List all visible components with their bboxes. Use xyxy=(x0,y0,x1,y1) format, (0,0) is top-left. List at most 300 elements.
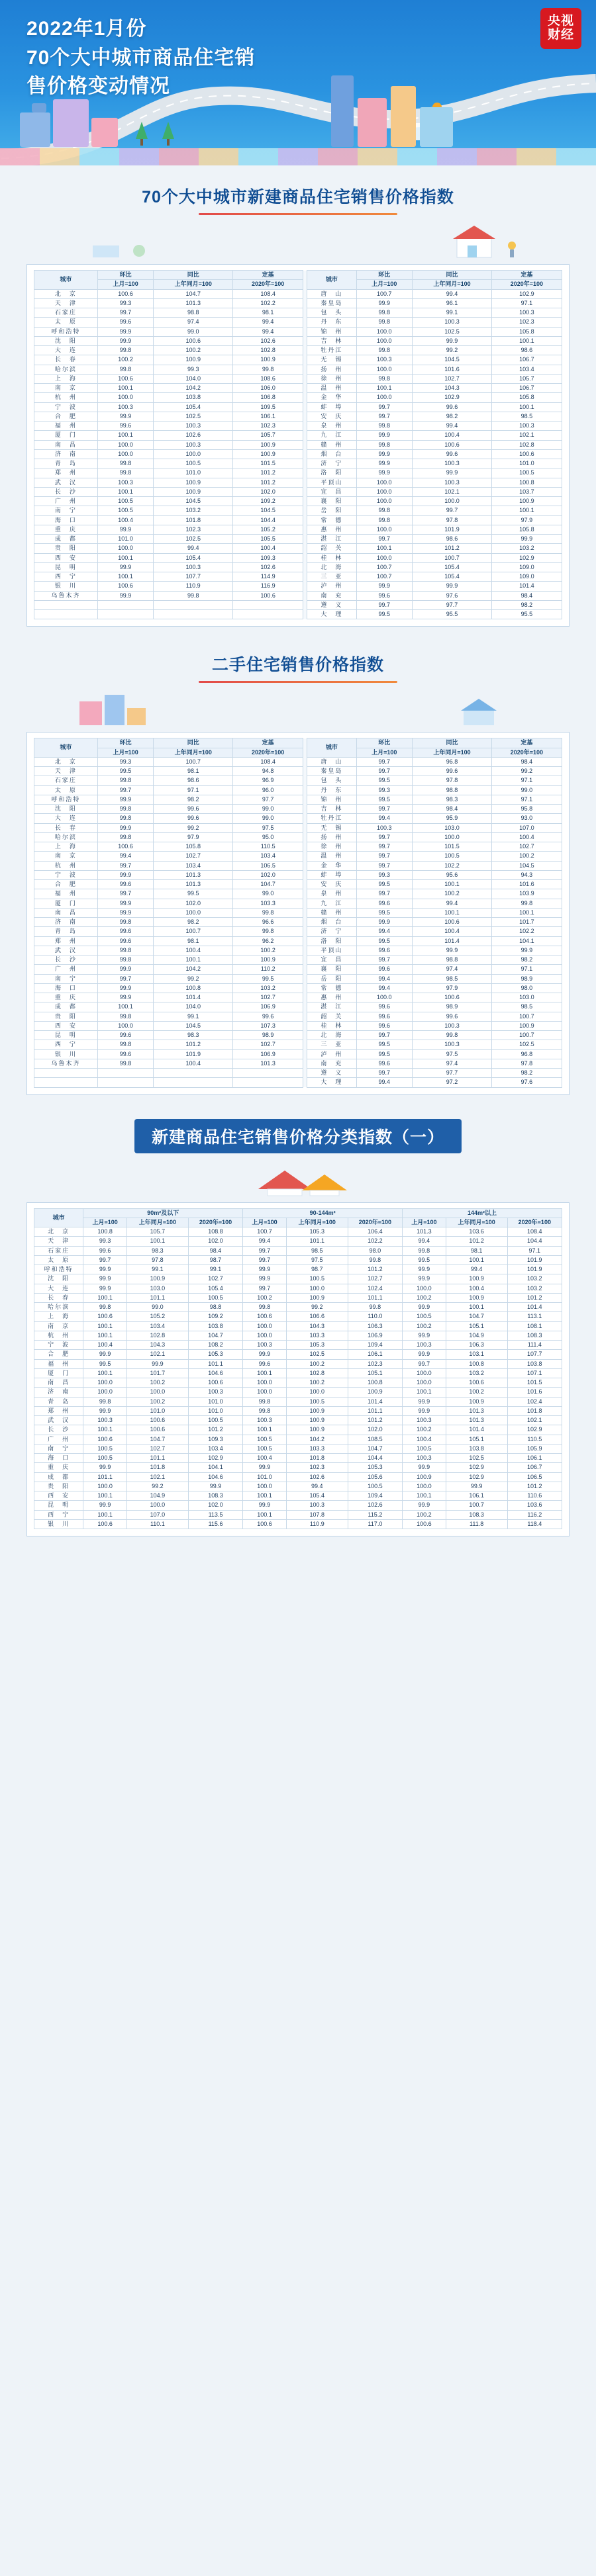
th-yoy-right: 同比 xyxy=(413,271,492,280)
cell-value: 100.9 xyxy=(126,1274,188,1284)
cell-city: 金 华 xyxy=(307,393,356,402)
cell-value: 100.5 xyxy=(97,506,154,515)
th-g1-fixed: 2020年=100 xyxy=(188,1218,242,1227)
table-row xyxy=(34,1031,562,1040)
cell-value: 96.8 xyxy=(491,1049,562,1059)
cell-value: 104.1 xyxy=(188,1463,242,1472)
th-g2-fixed: 2020年=100 xyxy=(348,1218,402,1227)
cell-value: 109.3 xyxy=(233,553,303,562)
cell-value: 101.4 xyxy=(491,582,562,591)
cell-value: 99.9 xyxy=(446,1482,507,1491)
table-new-housing xyxy=(34,270,562,619)
table-row xyxy=(34,785,562,795)
th-yoy-right: 同比 xyxy=(413,738,492,748)
cell-value: 99.3 xyxy=(154,365,233,374)
cell-value: 99.9 xyxy=(403,1397,446,1406)
cell-value: 104.4 xyxy=(233,515,303,525)
cell-city: 宜 昌 xyxy=(307,955,356,965)
cell-value: 100.0 xyxy=(356,497,413,506)
cell-city: 西 安 xyxy=(34,1491,83,1501)
cell-value: 104.7 xyxy=(446,1312,507,1321)
cell-value: 104.1 xyxy=(491,936,562,946)
cell-value: 116.2 xyxy=(507,1510,562,1519)
cell-value: 100.0 xyxy=(243,1331,287,1340)
cell-value: 98.4 xyxy=(491,591,562,600)
cell-city: 南 昌 xyxy=(34,1378,83,1388)
cell-city: 太 原 xyxy=(34,785,98,795)
cell-city: 遵 义 xyxy=(307,1069,356,1078)
title-underline xyxy=(199,213,397,215)
cell-value: 99.9 xyxy=(403,1331,446,1340)
table-row xyxy=(34,842,562,852)
table-used-housing-wrapper xyxy=(26,732,570,1094)
cell-value: 101.2 xyxy=(507,1293,562,1302)
cell-city: 九 江 xyxy=(307,431,356,440)
cell-value: 101.3 xyxy=(446,1406,507,1415)
cell-value: 101.9 xyxy=(413,525,492,534)
cell-value: 102.3 xyxy=(491,318,562,327)
cell-value: 99.6 xyxy=(356,1002,413,1012)
cell-value: 115.6 xyxy=(188,1519,242,1529)
cell-value: 100.7 xyxy=(491,1012,562,1021)
cell-value: 97.4 xyxy=(154,318,233,327)
cell-city: 海 口 xyxy=(34,983,98,993)
table-row xyxy=(34,1078,562,1087)
cell-value: 104.2 xyxy=(154,965,233,974)
cell-value: 99.6 xyxy=(97,1049,154,1059)
cell-value: 99.6 xyxy=(413,767,492,776)
cell-value: 98.8 xyxy=(154,308,233,318)
cell-value: 98.2 xyxy=(491,1069,562,1078)
th-g1-mom: 上月=100 xyxy=(83,1218,127,1227)
table-row xyxy=(34,535,562,544)
cell-value: 102.1 xyxy=(126,1350,188,1359)
cell-city: 天 津 xyxy=(34,298,98,308)
cell-value: 99.7 xyxy=(356,757,413,766)
cell-city: 上 海 xyxy=(34,1312,83,1321)
cell-city: 大 连 xyxy=(34,814,98,823)
cell-value: 102.9 xyxy=(491,553,562,562)
table-row xyxy=(34,327,562,336)
cell-value: 98.9 xyxy=(233,1031,303,1040)
cell-value: 97.1 xyxy=(491,795,562,804)
cell-value: 101.1 xyxy=(188,1359,242,1368)
cell-value: 98.2 xyxy=(154,918,233,927)
cell-value: 101.8 xyxy=(286,1454,348,1463)
cell-value: 111.8 xyxy=(446,1519,507,1529)
table-row xyxy=(34,1059,562,1068)
cell-value: 99.9 xyxy=(97,591,154,600)
table-row xyxy=(34,983,562,993)
cell-value: 103.2 xyxy=(233,983,303,993)
cell-value: 98.2 xyxy=(154,795,233,804)
cell-value: 99.9 xyxy=(97,908,154,917)
cell-value: 99.8 xyxy=(356,515,413,525)
cell-city: 成 都 xyxy=(34,1472,83,1482)
cell-value: 99.8 xyxy=(348,1255,402,1265)
cell-value: 106.7 xyxy=(491,355,562,365)
cell-value: 99.0 xyxy=(154,327,233,336)
cell-value: 100.3 xyxy=(286,1501,348,1510)
cell-city: 西 宁 xyxy=(34,1040,98,1049)
cell-value: 99.9 xyxy=(97,870,154,879)
cell-city: 福 州 xyxy=(34,1359,83,1368)
cell-value: 106.1 xyxy=(233,412,303,421)
cell-value: 100.1 xyxy=(97,1002,154,1012)
cell-city: 大 连 xyxy=(34,346,98,355)
cell-value: 99.8 xyxy=(243,1303,287,1312)
cell-value: 110.9 xyxy=(286,1519,348,1529)
cell-city: 南 充 xyxy=(307,591,356,600)
th-g3-fixed: 2020年=100 xyxy=(507,1218,562,1227)
cell-city: 包 头 xyxy=(307,776,356,785)
cell-value: 102.9 xyxy=(446,1463,507,1472)
th-g3-yoy: 上年同月=100 xyxy=(446,1218,507,1227)
cell-value: 100.9 xyxy=(286,1416,348,1425)
cell-value: 99.6 xyxy=(83,1246,127,1255)
cell-value: 100.7 xyxy=(356,572,413,582)
cell-value: 100.4 xyxy=(413,431,492,440)
th-sub-yoy-left: 上年同月=100 xyxy=(154,280,233,289)
th-mom-right: 环比 xyxy=(356,738,413,748)
table-row xyxy=(34,318,562,327)
cell-value: 106.1 xyxy=(348,1350,402,1359)
cell-value: 102.7 xyxy=(413,374,492,383)
table-used-housing xyxy=(34,738,562,1087)
cell-value: 108.3 xyxy=(507,1331,562,1340)
cell-city: 济 南 xyxy=(34,449,98,459)
cell-value: 102.7 xyxy=(126,1444,188,1453)
cell-value: 101.3 xyxy=(446,1416,507,1425)
cell-value: 99.8 xyxy=(348,1303,402,1312)
cell-value: 99.9 xyxy=(97,412,154,421)
cell-value: 115.2 xyxy=(348,1510,402,1519)
cell-value: 104.5 xyxy=(413,355,492,365)
cell-value: 99.6 xyxy=(356,1059,413,1068)
cell-value xyxy=(97,1078,154,1087)
cell-value: 105.5 xyxy=(233,535,303,544)
cell-value: 100.3 xyxy=(491,422,562,431)
cell-value: 102.3 xyxy=(233,422,303,431)
cell-value: 101.7 xyxy=(126,1368,188,1378)
cell-value: 95.5 xyxy=(491,610,562,619)
th-mom-left: 环比 xyxy=(97,738,154,748)
cell-value: 99.6 xyxy=(356,1012,413,1021)
cell-city: 湛 江 xyxy=(307,1002,356,1012)
cell-value: 105.4 xyxy=(413,562,492,572)
cell-value: 104.0 xyxy=(154,374,233,383)
cell-city: 贵 阳 xyxy=(34,1482,83,1491)
logo-line-2: 财经 xyxy=(547,28,574,42)
cell-value: 100.7 xyxy=(154,757,233,766)
cell-city: 温 州 xyxy=(307,852,356,861)
cell-value: 100.0 xyxy=(97,544,154,553)
th-sub-mom-left: 上月=100 xyxy=(97,280,154,289)
cell-value: 97.6 xyxy=(413,591,492,600)
cell-city xyxy=(34,1078,98,1087)
cell-value: 99.9 xyxy=(403,1350,446,1359)
cell-value: 100.1 xyxy=(83,1331,127,1340)
cell-value: 106.5 xyxy=(507,1472,562,1482)
cell-value: 100.6 xyxy=(413,993,492,1002)
cell-value: 99.7 xyxy=(356,535,413,544)
cell-value: 101.0 xyxy=(154,468,233,478)
cell-value: 101.6 xyxy=(413,365,492,374)
cell-value: 100.1 xyxy=(446,1255,507,1265)
cell-value: 102.3 xyxy=(286,1463,348,1472)
table-row xyxy=(34,1341,562,1350)
cell-value: 102.1 xyxy=(126,1472,188,1482)
cell-value: 105.3 xyxy=(286,1227,348,1237)
cell-value: 105.3 xyxy=(348,1463,402,1472)
cell-value: 100.5 xyxy=(83,1444,127,1453)
th-sub-mom-right: 上月=100 xyxy=(356,280,413,289)
cell-value: 99.7 xyxy=(356,955,413,965)
cell-city: 贵 阳 xyxy=(34,1012,98,1021)
cell-value: 102.8 xyxy=(491,440,562,449)
cell-value: 107.0 xyxy=(126,1510,188,1519)
cell-value: 107.8 xyxy=(286,1510,348,1519)
table-row xyxy=(34,1265,562,1274)
cell-value: 100.0 xyxy=(97,449,154,459)
cell-value: 99.9 xyxy=(188,1482,242,1491)
cell-value: 101.2 xyxy=(188,1425,242,1435)
cell-value: 100.9 xyxy=(403,1472,446,1482)
cell-city: 西 宁 xyxy=(34,572,98,582)
table-row xyxy=(34,1444,562,1453)
cell-city: 徐 州 xyxy=(307,374,356,383)
cell-value: 99.8 xyxy=(97,1040,154,1049)
cell-value: 109.2 xyxy=(188,1312,242,1321)
table-row xyxy=(34,776,562,785)
cell-value: 102.0 xyxy=(188,1501,242,1510)
cell-value: 100.1 xyxy=(83,1425,127,1435)
cell-value: 100.0 xyxy=(403,1368,446,1378)
cell-value: 96.8 xyxy=(413,757,492,766)
cell-city: 石家庄 xyxy=(34,776,98,785)
cell-value: 98.8 xyxy=(413,785,492,795)
cell-city: 石家庄 xyxy=(34,1246,83,1255)
cell-value: 100.2 xyxy=(97,355,154,365)
table-row xyxy=(34,487,562,496)
cell-value: 105.4 xyxy=(413,572,492,582)
cell-value: 99.7 xyxy=(243,1246,287,1255)
cell-value: 97.1 xyxy=(507,1246,562,1255)
cell-value: 99.6 xyxy=(413,402,492,412)
cell-city: 海 口 xyxy=(34,515,98,525)
cell-value: 97.1 xyxy=(154,785,233,795)
cell-value: 97.4 xyxy=(413,965,492,974)
cell-value: 99.3 xyxy=(97,757,154,766)
table-row xyxy=(34,393,562,402)
cell-value: 98.5 xyxy=(491,1002,562,1012)
cell-value: 99.1 xyxy=(413,308,492,318)
cell-value: 98.5 xyxy=(413,974,492,983)
cell-value: 100.1 xyxy=(97,431,154,440)
cell-value: 100.6 xyxy=(97,289,154,298)
cell-value: 103.8 xyxy=(188,1321,242,1331)
cell-value: 99.8 xyxy=(403,1246,446,1255)
cell-value: 100.6 xyxy=(154,336,233,345)
cell-value: 100.6 xyxy=(243,1312,287,1321)
cell-value: 100.2 xyxy=(446,1388,507,1397)
cell-value: 110.2 xyxy=(233,965,303,974)
cell-value: 101.2 xyxy=(446,1237,507,1246)
cell-value: 99.4 xyxy=(356,814,413,823)
cell-city: 厦 门 xyxy=(34,1368,83,1378)
cell-value: 99.8 xyxy=(97,1059,154,1068)
cell-value: 99.9 xyxy=(413,946,492,955)
cell-value: 103.6 xyxy=(507,1501,562,1510)
cell-value: 99.2 xyxy=(491,767,562,776)
cell-value: 99.4 xyxy=(243,1237,287,1246)
cell-city: 湛 江 xyxy=(307,535,356,544)
th-city-right: 城市 xyxy=(307,738,356,758)
cell-value: 108.3 xyxy=(446,1510,507,1519)
cell-value: 103.3 xyxy=(286,1444,348,1453)
cell-city: 哈尔滨 xyxy=(34,365,98,374)
cell-value: 101.5 xyxy=(507,1378,562,1388)
cell-value: 99.4 xyxy=(413,422,492,431)
cell-value: 103.9 xyxy=(491,889,562,899)
cell-value: 98.1 xyxy=(233,308,303,318)
cell-value: 99.8 xyxy=(97,1012,154,1021)
cell-value: 100.2 xyxy=(403,1293,446,1302)
cell-value: 99.7 xyxy=(356,1031,413,1040)
cell-value: 99.4 xyxy=(356,927,413,936)
cell-value: 103.8 xyxy=(446,1444,507,1453)
cell-value: 97.9 xyxy=(491,515,562,525)
table-row xyxy=(34,553,562,562)
cell-value: 100.5 xyxy=(243,1435,287,1444)
table-row xyxy=(34,993,562,1002)
cell-value: 100.1 xyxy=(97,384,154,393)
cell-value: 102.8 xyxy=(286,1368,348,1378)
cell-value: 101.4 xyxy=(446,1425,507,1435)
cell-value: 99.5 xyxy=(356,795,413,804)
cell-value: 101.7 xyxy=(491,918,562,927)
cell-value: 99.8 xyxy=(356,374,413,383)
cell-value: 97.6 xyxy=(491,1078,562,1087)
table-row xyxy=(34,1368,562,1378)
cell-value: 101.6 xyxy=(507,1388,562,1397)
table-row xyxy=(34,610,562,619)
cell-value: 102.9 xyxy=(491,289,562,298)
cell-city: 郑 州 xyxy=(34,936,98,946)
cell-city: 丹 东 xyxy=(307,785,356,795)
table-row xyxy=(34,823,562,832)
cell-value: 98.7 xyxy=(286,1265,348,1274)
cell-city: 乌鲁木齐 xyxy=(34,591,98,600)
cell-value: 98.2 xyxy=(491,600,562,609)
cell-city: 大 理 xyxy=(307,610,356,619)
cell-value: 100.6 xyxy=(126,1416,188,1425)
cell-value: 100.4 xyxy=(446,1284,507,1293)
cell-city: 武 汉 xyxy=(34,946,98,955)
cell-value: 100.1 xyxy=(491,908,562,917)
cell-value: 100.0 xyxy=(286,1388,348,1397)
table-class1-body xyxy=(34,1227,562,1529)
table-row xyxy=(34,1049,562,1059)
cell-city: 南 昌 xyxy=(34,908,98,917)
cell-value: 97.5 xyxy=(413,1049,492,1059)
cell-value: 95.0 xyxy=(233,832,303,842)
cell-value: 99.2 xyxy=(154,823,233,832)
cell-value: 100.9 xyxy=(286,1425,348,1435)
cell-value: 96.6 xyxy=(233,918,303,927)
cell-value: 98.3 xyxy=(154,1031,233,1040)
cell-value: 103.1 xyxy=(446,1350,507,1359)
cell-value: 101.1 xyxy=(126,1293,188,1302)
table-row xyxy=(34,927,562,936)
cell-value: 99.9 xyxy=(243,1501,287,1510)
cell-city: 洛 阳 xyxy=(307,468,356,478)
th-fixed-left: 定基 xyxy=(233,738,303,748)
table-row xyxy=(34,832,562,842)
cell-value: 95.6 xyxy=(413,870,492,879)
cell-value: 99.9 xyxy=(83,1284,127,1293)
cell-city: 南 昌 xyxy=(34,440,98,449)
cell-city: 牡丹江 xyxy=(307,814,356,823)
cell-value: 100.9 xyxy=(286,1406,348,1415)
cell-value: 99.7 xyxy=(356,842,413,852)
cell-value: 99.1 xyxy=(188,1265,242,1274)
th-mom-left: 环比 xyxy=(97,271,154,280)
cell-value: 100.2 xyxy=(126,1397,188,1406)
cell-value: 99.5 xyxy=(356,908,413,917)
cell-value: 101.8 xyxy=(507,1406,562,1415)
cell-city: 北 京 xyxy=(34,757,98,766)
cell-value: 98.2 xyxy=(491,955,562,965)
section-used-housing-header xyxy=(0,633,596,687)
cell-value: 102.5 xyxy=(446,1454,507,1463)
cell-value: 99.8 xyxy=(356,506,413,515)
th-fixed-right: 定基 xyxy=(491,738,562,748)
cell-city: 济 南 xyxy=(34,1388,83,1397)
th-sub-fixed-left: 2020年=100 xyxy=(233,748,303,757)
cell-city: 沈 阳 xyxy=(34,805,98,814)
cell-value: 99.9 xyxy=(243,1274,287,1284)
cell-value: 96.9 xyxy=(233,776,303,785)
table-row xyxy=(34,1510,562,1519)
cell-value: 100.3 xyxy=(491,308,562,318)
cell-value: 99.4 xyxy=(286,1482,348,1491)
cell-value: 106.4 xyxy=(348,1227,402,1237)
cell-city: 昆 明 xyxy=(34,562,98,572)
cell-value: 100.9 xyxy=(233,440,303,449)
table-row xyxy=(34,1237,562,1246)
cell-city: 青 岛 xyxy=(34,927,98,936)
th-g1-yoy: 上年同月=100 xyxy=(126,1218,188,1227)
cell-value: 107.7 xyxy=(507,1350,562,1359)
cell-city: 呼和浩特 xyxy=(34,327,98,336)
cell-value: 99.3 xyxy=(356,870,413,879)
cell-value: 102.6 xyxy=(154,431,233,440)
section-title-used: 二手住宅销售价格指数 xyxy=(211,656,384,675)
cell-value: 102.6 xyxy=(233,562,303,572)
cell-city: 福 州 xyxy=(34,889,98,899)
page-title xyxy=(26,15,255,101)
cell-value: 99.6 xyxy=(413,449,492,459)
cell-city: 九 江 xyxy=(307,899,356,908)
cell-value: 110.9 xyxy=(154,582,233,591)
cell-city: 平顶山 xyxy=(307,946,356,955)
cell-value: 100.2 xyxy=(403,1510,446,1519)
cell-city: 天 津 xyxy=(34,767,98,776)
cell-value: 100.6 xyxy=(413,440,492,449)
cell-value: 100.0 xyxy=(356,327,413,336)
cell-value: 101.9 xyxy=(507,1265,562,1274)
